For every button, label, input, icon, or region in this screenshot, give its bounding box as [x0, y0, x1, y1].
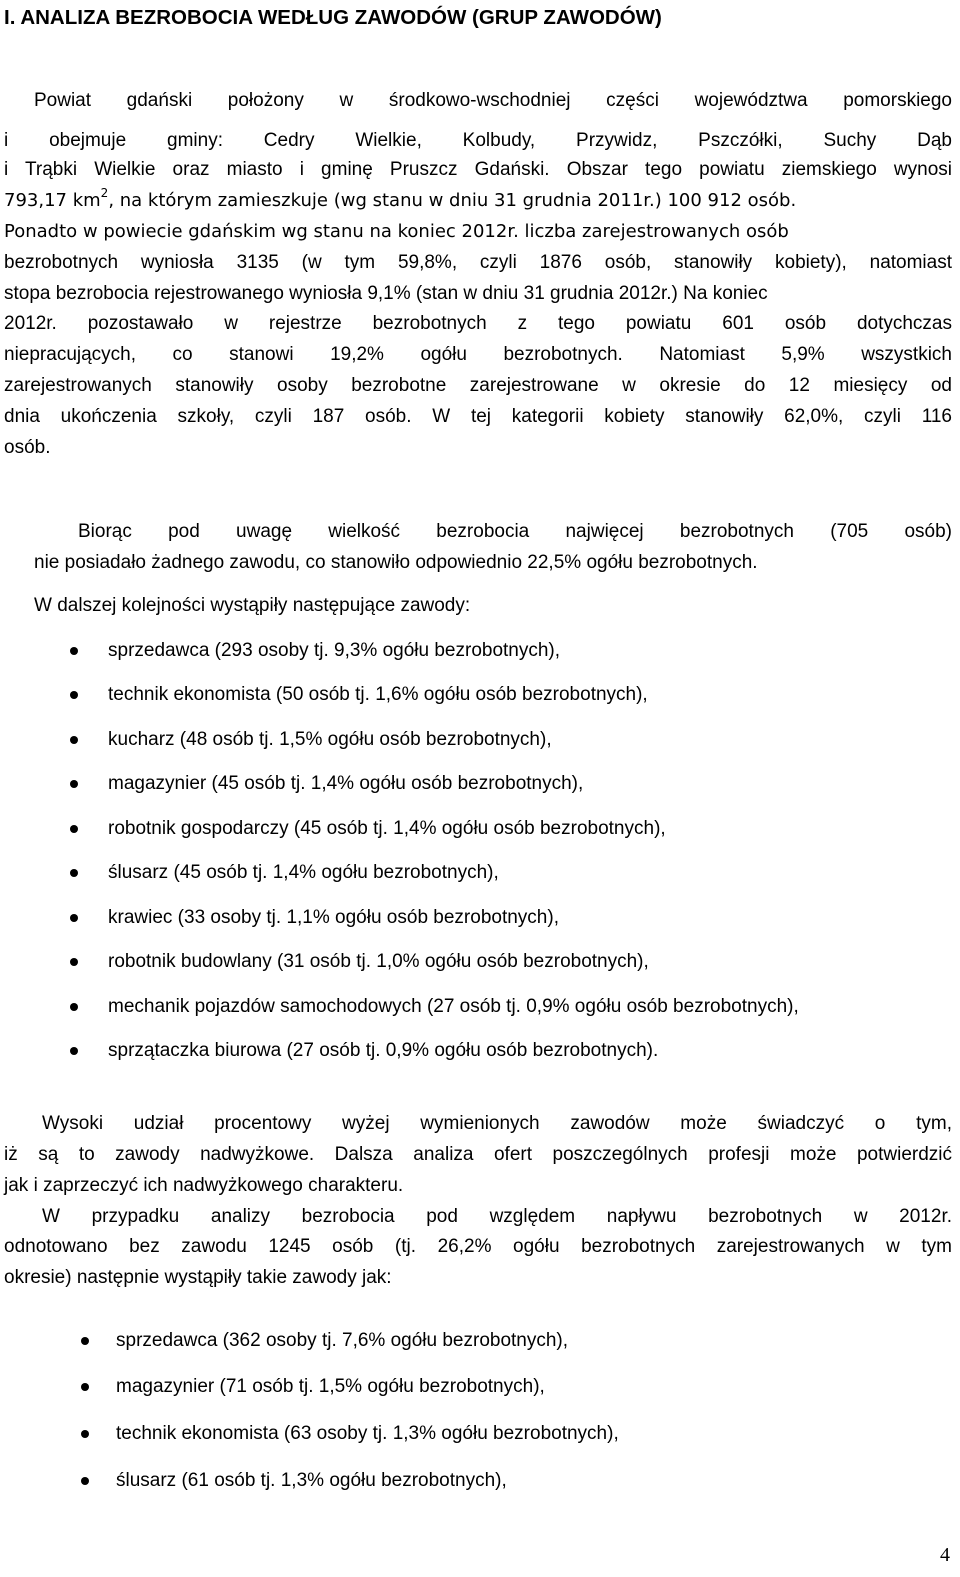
- bullet-icon: [70, 647, 78, 655]
- intro-line-4-rest: , na którym zamieszkuje (wg stanu w dniu 31 grudnia 2011r.) 100 912 osób.: [108, 190, 797, 211]
- bullet-icon: [70, 958, 78, 966]
- intro-line-5: Ponadto w powiecie gdańskim wg stanu na koniec 2012r. liczba zarejestrowanych osób: [4, 221, 789, 242]
- para2-line-1: Biorąc pod uwagę wielkość bezrobocia najwięcej bezrobotnych (705 osób): [78, 521, 952, 542]
- area-unit-exponent: 2: [100, 186, 109, 200]
- para3-line-3: jak i zaprzeczyć ich nadwyżkowego charakteru.: [4, 1175, 404, 1196]
- para3-line-6: okresie) następnie wystąpiły takie zawody jak:: [4, 1267, 392, 1288]
- document-page: I. ANALIZA BEZROBOCIA WEDŁUG ZAWODÓW (GRUP ZAWODÓW) Powiat gdański położony w środkowo-wschodniej części województwa pomorskiego i obejmuje gminy: Cedry Wielkie, Kolbudy, Przywidz, Pszczółki, Suchy Dąb i Trąbki Wielkie oraz miasto i gminę Pruszcz Gdański. Obszar tego powiatu ziemskiego wynosi 793,17 $km^2$, na którym zamieszkuje (wg stanu w dniu 31 grudnia 2011r.) 100 912 osób. Ponadto w powiecie gdańskim wg stanu na koniec 2012r. liczba zarejestrowanych osób bezrobotnych wyniosła 3135 (w tym 59,8%, czyli 1876 osób, stanowiły kobiety), natomiast stopa bezrobocia rejestrowanego wyniosła 9,1% (stan w dniu 31 grudnia 2012r.) Na koniec 2012r. pozostawało w rejestrze bezrobotnych z tego powiatu 601 osób dotychczas niepracujących, co stanowi 19,2% ogółu bezrobotnych. Natomiast 5,9% wszystkich zarejestrowanych stanowiły osoby bezrobotne zarejestrowane w okresie do 12 miesięcy od dnia ukończenia szkoły, czyli 187 osób. W tej kategorii kobiety stanowiły 62,0%, czyli 116 osób. Biorąc pod uwagę wielkość bezrobocia najwięcej bezrobotnych (705 osób) nie posiadało żadnego zawodu, co stanowiło odpowiednio 22,5% ogółu bezrobotnych. W dalszej kolejności wystąpiły następujące zawody: sprzedawca (293 osoby tj. 9,3% ogółu bezrobotnych), technik ekonomista (50 osób tj. 1,6% ogółu osób bezrobotnych), kucharz (48 osób tj. 1,5% ogółu osób bezrobotnych), magazynier (45 osób tj. 1,4% ogółu osób bezrobotnych), robotnik gospodarczy (45 osób tj. 1,4% ogółu osób bezrobotnych), ślusarz (45 osób tj. 1,4% ogółu bezrobotnych), krawiec (33 osoby tj. 1,1% ogółu osób bezrobotnych), robotnik budowlany (31 osób tj. 1,0% ogółu osób bezrobotnych), mechanik pojazdów samochodowych (27 osób tj. 0,9% ogółu osób bezrobotnych), sprzątaczka biurowa (27 osób tj. 0,9% ogółu osób bezrobotnych). Wysoki udział procentowy wyżej wymienionych zawodów może świadczyć o tym, iż są to zawody nadwyżkowe. Dalsza analiza ofert poszczególnych profesji może potwierdzić jak i zaprzeczyć ich nadwyżkowego charakteru. W przypadku analizy bezrobocia pod względem napływu bezrobotnych w 2012r. odnotowano bez zawodu 1245 osób (tj. 26,2% ogółu bezrobotnych zarejestrowanych w tym okresie) następnie wystąpiły takie zawody jak: sprzedawca (362 osoby tj. 7,6% ogółu bezrobotnych), magazynier (71 osób tj. 1,5% ogółu bezrobotnych), technik ekonomista (63 osoby tj. 1,3% ogółu bezrobotnych), ślusarz (61 osób tj. 1,3% ogółu bezrobotnych), 4: [4, 6, 952, 1566]
- intro-line-2: i obejmuje gminy: Cedry Wielkie, Kolbudy, Przywidz, Pszczółki, Suchy Dąb: [4, 130, 952, 151]
- intro-line-6: bezrobotnych wyniosła 3135 (w tym 59,8%, czyli 1876 osób, stanowiły kobiety), natomiast: [4, 252, 952, 273]
- intro-line-3: i Trąbki Wielkie oraz miasto i gminę Pruszcz Gdański. Obszar tego powiatu ziemskiego wynosi: [4, 159, 952, 180]
- intro-line-8: 2012r. pozostawało w rejestrze bezrobotnych z tego powiatu 601 osób dotychczas: [4, 313, 952, 334]
- bullet-icon: [70, 691, 78, 699]
- bullet-icon: [81, 1337, 89, 1345]
- bullet-icon: [70, 1003, 78, 1011]
- intro-line-10: zarejestrowanych stanowiły osoby bezrobotne zarejestrowane w okresie do 12 miesięcy od: [4, 375, 952, 396]
- bullet-icon: [70, 780, 78, 788]
- para2-line-3: W dalszej kolejności wystąpiły następujące zawody:: [34, 595, 471, 616]
- section-heading: I. ANALIZA BEZROBOCIA WEDŁUG ZAWODÓW (GRUP ZAWODÓW): [4, 6, 662, 29]
- bullet-icon: [70, 825, 78, 833]
- bullet-icon: [70, 736, 78, 744]
- intro-line-9: niepracujących, co stanowi 19,2% ogółu bezrobotnych. Natomiast 5,9% wszystkich: [4, 344, 952, 365]
- bullet-icon: [81, 1430, 89, 1438]
- bullet-icon: [70, 914, 78, 922]
- para3-line-4: W przypadku analizy bezrobocia pod względem napływu bezrobotnych w 2012r.: [42, 1206, 952, 1227]
- page-number: 4: [940, 1544, 950, 1566]
- intro-line-4: [4, 186, 952, 216]
- intro-line-11: dnia ukończenia szkoły, czyli 187 osób. W tej kategorii kobiety stanowiły 62,0%, czyli 116: [4, 406, 952, 427]
- bullet-icon: [81, 1477, 89, 1485]
- intro-line-12: osób.: [4, 437, 51, 458]
- intro-line-7: stopa bezrobocia rejestrowanego wyniosła 9,1% (stan w dniu 31 grudnia 2012r.) Na koniec: [4, 283, 768, 304]
- para3-line-5: odnotowano bez zawodu 1245 osób (tj. 26,2% ogółu bezrobotnych zarejestrowanych w tym: [4, 1236, 952, 1257]
- para2-line-2: nie posiadało żadnego zawodu, co stanowiło odpowiednio 22,5% ogółu bezrobotnych.: [34, 552, 758, 573]
- para3-line-1: Wysoki udział procentowy wyżej wymienionych zawodów może świadczyć o tym,: [42, 1113, 952, 1134]
- bullet-icon: [70, 1047, 78, 1055]
- bullet-icon: [70, 869, 78, 877]
- bullet-icon: [81, 1383, 89, 1391]
- para3-line-2: iż są to zawody nadwyżkowe. Dalsza analiza ofert poszczególnych profesji może potwierdzić: [4, 1144, 952, 1165]
- intro-line-1: Powiat gdański położony w środkowo-wschodniej części województwa pomorskiego: [34, 90, 952, 111]
- area-value: 793,17 km: [4, 190, 101, 211]
